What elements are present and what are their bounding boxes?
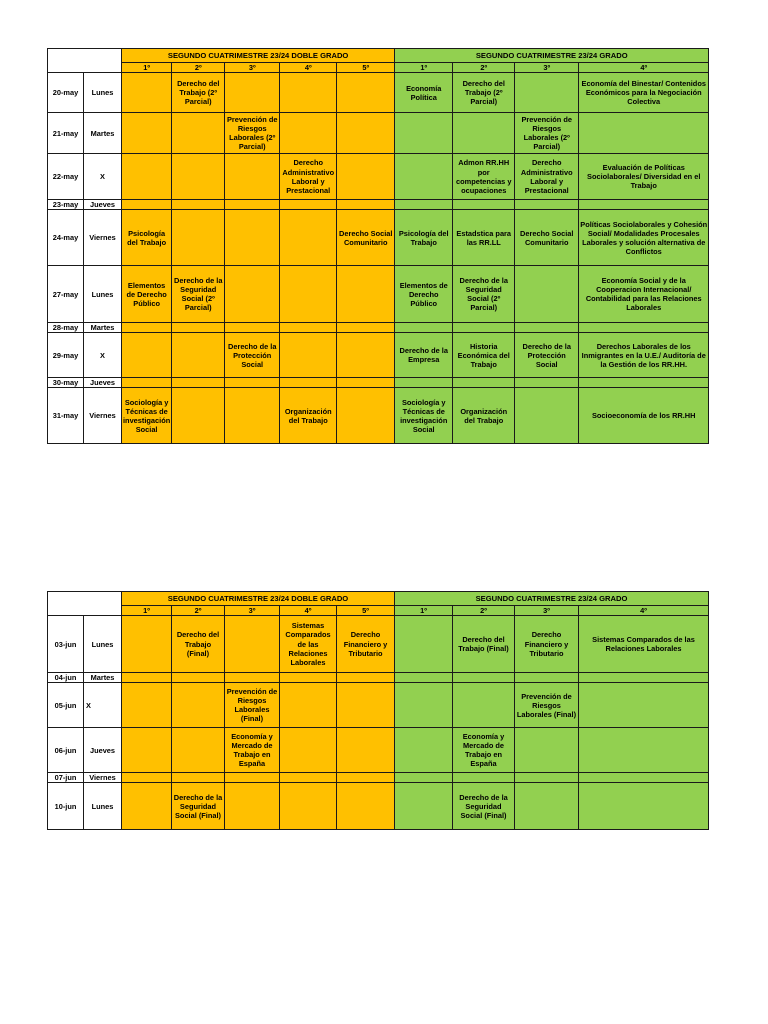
row-date: 03-jun [48, 616, 84, 673]
doble-exam-cell [337, 154, 395, 200]
doble-exam-cell [280, 73, 337, 113]
doble-exam-cell: Sistemas Comparados de las Relaciones Laborales [280, 616, 337, 673]
grado-exam-cell [395, 683, 453, 728]
doble-exam-cell [172, 113, 225, 154]
grado-exam-cell [395, 616, 453, 673]
row-date: 07-jun [48, 773, 84, 783]
grado-year-header: 3º [515, 606, 579, 616]
grado-exam-cell [579, 683, 709, 728]
doble-year-header: 4º [280, 63, 337, 73]
row-date: 30-may [48, 378, 84, 388]
doble-exam-cell [337, 323, 395, 333]
doble-exam-cell [172, 333, 225, 378]
row-date: 27-may [48, 266, 84, 323]
doble-exam-cell [280, 113, 337, 154]
grado-exam-cell: Prevención de Riesgos Laborales (Final) [515, 683, 579, 728]
doble-exam-cell: Elementos de Derecho Público [122, 266, 172, 323]
doble-exam-cell [225, 323, 280, 333]
doble-exam-cell [172, 210, 225, 266]
grado-year-header: 2º [453, 63, 515, 73]
row-date: 24-may [48, 210, 84, 266]
grado-exam-cell: Políticas Sociolaborales y Cohesión Social/ Modalidades Procesales Laborales y solución alternativa de Conflictos [579, 210, 709, 266]
grado-exam-cell [395, 728, 453, 773]
grado-exam-cell: Economía Política [395, 73, 453, 113]
doble-exam-cell [122, 783, 172, 830]
doble-exam-cell [280, 266, 337, 323]
doble-exam-cell [337, 773, 395, 783]
doble-exam-cell [225, 616, 280, 673]
doble-year-header: 5º [337, 63, 395, 73]
row-day: Lunes [84, 73, 122, 113]
grado-exam-cell [453, 378, 515, 388]
doble-exam-cell [280, 773, 337, 783]
table-row [48, 154, 709, 200]
exam-schedule-table-may [47, 48, 709, 444]
doble-exam-cell [337, 73, 395, 113]
doble-exam-cell [122, 323, 172, 333]
row-day: Jueves [84, 200, 122, 210]
doble-exam-cell [280, 333, 337, 378]
row-date: 20-may [48, 73, 84, 113]
row-date: 10-jun [48, 783, 84, 830]
grado-exam-cell: Sistemas Comparados de las Relaciones Laborales [579, 616, 709, 673]
doble-exam-cell [225, 773, 280, 783]
row-date: 06-jun [48, 728, 84, 773]
grado-exam-cell [515, 73, 579, 113]
grado-exam-cell [395, 154, 453, 200]
grado-exam-cell [515, 378, 579, 388]
grado-exam-cell: Derecho de la Protección Social [515, 333, 579, 378]
doble-exam-cell [122, 683, 172, 728]
grado-exam-cell [395, 113, 453, 154]
doble-exam-cell [172, 323, 225, 333]
doble-exam-cell [172, 388, 225, 444]
doble-exam-cell [225, 210, 280, 266]
doble-exam-cell [225, 266, 280, 323]
grado-exam-cell: Derecho de la Seguridad Social (2º Parcial) [453, 266, 515, 323]
grado-exam-cell: Historia Económica del Trabajo [453, 333, 515, 378]
grado-exam-cell [395, 323, 453, 333]
doble-exam-cell [337, 728, 395, 773]
doble-exam-cell: Derecho del Trabajo (Final) [172, 616, 225, 673]
grado-exam-cell: Derecho del Trabajo (Final) [453, 616, 515, 673]
grado-exam-cell [395, 378, 453, 388]
doble-exam-cell [122, 378, 172, 388]
grado-exam-cell [453, 673, 515, 683]
row-day: Martes [84, 113, 122, 154]
grado-exam-cell [395, 773, 453, 783]
grado-exam-cell [579, 728, 709, 773]
grado-exam-cell [515, 388, 579, 444]
grado-exam-cell: Derecho Administrativo Laboral y Prestacional [515, 154, 579, 200]
row-day: Jueves [84, 728, 122, 773]
doble-exam-cell [280, 783, 337, 830]
doble-exam-cell: Derecho Administrativo Laboral y Prestacional [280, 154, 337, 200]
doble-exam-cell [122, 73, 172, 113]
doble-exam-cell: Derecho de la Seguridad Social (2º Parcial) [172, 266, 225, 323]
table-row [48, 200, 709, 210]
doble-exam-cell: Economía y Mercado de Trabajo en España [225, 728, 280, 773]
doble-exam-cell [172, 683, 225, 728]
doble-exam-cell [122, 333, 172, 378]
grado-exam-cell: Economía del Binestar/ Contenidos Económicos para la Negociación Colectiva [579, 73, 709, 113]
doble-exam-cell [172, 200, 225, 210]
doble-exam-cell [172, 673, 225, 683]
grado-exam-cell: Evaluación de Políticas Sociolaborales/ Diversidad en el Trabajo [579, 154, 709, 200]
doble-exam-cell [280, 673, 337, 683]
row-date: 21-may [48, 113, 84, 154]
corner-blank [48, 49, 122, 73]
table-row [48, 113, 709, 154]
doble-year-header: 3º [225, 606, 280, 616]
table-row [48, 783, 709, 830]
grado-exam-cell: Psicología del Trabajo [395, 210, 453, 266]
grado-year-header: 2º [453, 606, 515, 616]
doble-exam-cell [280, 323, 337, 333]
table-row [48, 773, 709, 783]
grado-exam-cell: Admon RR.HH por competencias y ocupaciones [453, 154, 515, 200]
table-row [48, 73, 709, 113]
grado-exam-cell [579, 378, 709, 388]
table-row [48, 266, 709, 323]
doble-exam-cell: Organización del Trabajo [280, 388, 337, 444]
grado-exam-cell [395, 200, 453, 210]
grado-exam-cell [579, 113, 709, 154]
table-row [48, 683, 709, 728]
grado-exam-cell [515, 200, 579, 210]
grado-exam-cell [453, 773, 515, 783]
doble-exam-cell [225, 73, 280, 113]
doble-exam-cell [280, 728, 337, 773]
row-day: Lunes [84, 783, 122, 830]
doble-exam-cell [280, 200, 337, 210]
doble-exam-cell [122, 773, 172, 783]
grado-header: SEGUNDO CUATRIMESTRE 23/24 GRADO [395, 49, 709, 63]
grado-exam-cell [579, 773, 709, 783]
grado-exam-cell: Derecho de la Empresa [395, 333, 453, 378]
doble-exam-cell [280, 378, 337, 388]
doble-year-header: 1º [122, 606, 172, 616]
grado-exam-cell [515, 673, 579, 683]
grado-exam-cell [453, 113, 515, 154]
grado-exam-cell [395, 783, 453, 830]
grado-header: SEGUNDO CUATRIMESTRE 23/24 GRADO [395, 592, 709, 606]
doble-exam-cell [225, 783, 280, 830]
row-date: 05-jun [48, 683, 84, 728]
doble-exam-cell [172, 378, 225, 388]
doble-exam-cell [122, 154, 172, 200]
doble-exam-cell [172, 773, 225, 783]
row-day: Martes [84, 323, 122, 333]
table-row [48, 673, 709, 683]
grado-exam-cell: Derecho Financiero y Tributario [515, 616, 579, 673]
doble-exam-cell [225, 673, 280, 683]
doble-year-header: 3º [225, 63, 280, 73]
doble-exam-cell: Derecho de la Protección Social [225, 333, 280, 378]
table-row [48, 333, 709, 378]
doble-exam-cell: Prevención de Riesgos Laborales (Final) [225, 683, 280, 728]
row-day: Martes [84, 673, 122, 683]
doble-exam-cell [122, 728, 172, 773]
grado-exam-cell [515, 323, 579, 333]
table-row [48, 378, 709, 388]
grado-exam-cell [579, 783, 709, 830]
row-day: Viernes [84, 210, 122, 266]
grado-year-header: 4º [579, 606, 709, 616]
grado-exam-cell: Derecho de la Seguridad Social (Final) [453, 783, 515, 830]
doble-exam-cell [337, 200, 395, 210]
exam-schedule-table-june [47, 591, 709, 830]
doble-exam-cell [337, 113, 395, 154]
doble-grado-header: SEGUNDO CUATRIMESTRE 23/24 DOBLE GRADO [122, 592, 395, 606]
grado-exam-cell: Elementos de Derecho Público [395, 266, 453, 323]
doble-exam-cell [280, 683, 337, 728]
table-row [48, 616, 709, 673]
doble-exam-cell: Derecho del Trabajo (2º Parcial) [172, 73, 225, 113]
doble-exam-cell [337, 266, 395, 323]
row-day: Jueves [84, 378, 122, 388]
doble-exam-cell: Derecho Social Comunitario [337, 210, 395, 266]
grado-exam-cell: Prevención de Riesgos Laborales (2º Parcial) [515, 113, 579, 154]
grado-exam-cell: Economía y Mercado de Trabajo en España [453, 728, 515, 773]
doble-exam-cell [172, 728, 225, 773]
doble-exam-cell [122, 200, 172, 210]
row-date: 23-may [48, 200, 84, 210]
doble-year-header: 4º [280, 606, 337, 616]
doble-year-header: 2º [172, 606, 225, 616]
grado-year-header: 4º [579, 63, 709, 73]
doble-exam-cell [337, 673, 395, 683]
doble-exam-cell [122, 616, 172, 673]
grado-exam-cell [515, 783, 579, 830]
grado-exam-cell [453, 323, 515, 333]
table-row [48, 388, 709, 444]
table-row [48, 728, 709, 773]
doble-exam-cell: Prevención de Riesgos Laborales (2º Parcial) [225, 113, 280, 154]
row-date: 29-may [48, 333, 84, 378]
grado-exam-cell: Derecho Social Comunitario [515, 210, 579, 266]
doble-exam-cell [225, 378, 280, 388]
row-day: Viernes [84, 388, 122, 444]
doble-exam-cell [337, 783, 395, 830]
table-row [48, 210, 709, 266]
row-day: X [84, 154, 122, 200]
grado-exam-cell [453, 200, 515, 210]
doble-exam-cell [337, 378, 395, 388]
row-date: 28-may [48, 323, 84, 333]
row-day: Viernes [84, 773, 122, 783]
grado-exam-cell: Estadstica para las RR.LL [453, 210, 515, 266]
grado-exam-cell [579, 673, 709, 683]
doble-exam-cell: Psicología del Trabajo [122, 210, 172, 266]
grado-exam-cell: Derechos Laborales de los Inmigrantes en la U.E./ Auditoría de la Gestión de los RR.HH. [579, 333, 709, 378]
grado-exam-cell [515, 266, 579, 323]
doble-year-header: 5º [337, 606, 395, 616]
grado-exam-cell: Economía Social y de la Cooperacion Internacional/ Contabilidad para las Relaciones Laborales [579, 266, 709, 323]
grado-year-header: 3º [515, 63, 579, 73]
doble-exam-cell [225, 154, 280, 200]
row-day: X [84, 333, 122, 378]
grado-exam-cell: Derecho del Trabajo (2º Parcial) [453, 73, 515, 113]
corner-blank [48, 592, 122, 616]
doble-exam-cell: Derecho Financiero y Tributario [337, 616, 395, 673]
doble-exam-cell [122, 113, 172, 154]
grado-exam-cell [579, 323, 709, 333]
grado-exam-cell [395, 673, 453, 683]
doble-exam-cell: Derecho de la Seguridad Social (Final) [172, 783, 225, 830]
doble-exam-cell [337, 683, 395, 728]
grado-exam-cell: Socioeconomía de los RR.HH [579, 388, 709, 444]
doble-exam-cell [172, 154, 225, 200]
doble-year-header: 2º [172, 63, 225, 73]
doble-exam-cell: Sociología y Técnicas de investigación Social [122, 388, 172, 444]
grado-exam-cell [579, 200, 709, 210]
row-date: 31-may [48, 388, 84, 444]
doble-exam-cell [225, 388, 280, 444]
grado-exam-cell [515, 773, 579, 783]
row-day: X [84, 683, 122, 728]
row-day: Lunes [84, 266, 122, 323]
grado-exam-cell [453, 683, 515, 728]
doble-year-header: 1º [122, 63, 172, 73]
row-day: Lunes [84, 616, 122, 673]
row-date: 22-may [48, 154, 84, 200]
doble-exam-cell [337, 333, 395, 378]
grado-year-header: 1º [395, 606, 453, 616]
grado-exam-cell: Organización del Trabajo [453, 388, 515, 444]
doble-grado-header: SEGUNDO CUATRIMESTRE 23/24 DOBLE GRADO [122, 49, 395, 63]
row-date: 04-jun [48, 673, 84, 683]
grado-exam-cell [515, 728, 579, 773]
grado-exam-cell: Sociología y Técnicas de investigación Social [395, 388, 453, 444]
doble-exam-cell [122, 673, 172, 683]
doble-exam-cell [337, 388, 395, 444]
grado-year-header: 1º [395, 63, 453, 73]
table-row [48, 323, 709, 333]
doble-exam-cell [280, 210, 337, 266]
doble-exam-cell [225, 200, 280, 210]
